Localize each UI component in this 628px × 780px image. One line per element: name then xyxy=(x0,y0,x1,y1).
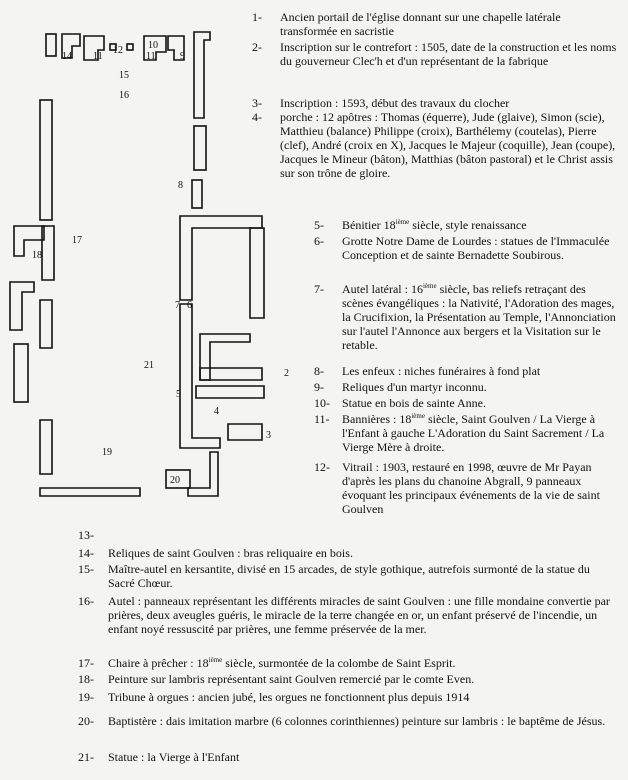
floor-plan-drawing xyxy=(0,0,300,520)
plan-block xyxy=(127,44,133,50)
plan-label: 10 xyxy=(148,40,158,51)
plan-label: 19 xyxy=(102,447,112,458)
plan-label: 12 xyxy=(113,45,123,56)
plan-label: 11 xyxy=(93,51,103,62)
plan-wall xyxy=(194,32,210,118)
plan-label: 15 xyxy=(119,70,129,81)
plan-wall xyxy=(200,334,250,380)
plan-wall xyxy=(192,180,202,208)
plan-wall xyxy=(40,300,52,348)
plan-label: 17 xyxy=(72,235,82,246)
plan-label: 6 xyxy=(187,300,192,311)
plan-label: 8 xyxy=(178,180,183,191)
plan-wall xyxy=(46,34,56,56)
plan-wall xyxy=(10,282,34,330)
plan-wall xyxy=(250,228,264,318)
plan-label: 11 xyxy=(146,51,156,62)
plan-label: 18 xyxy=(32,250,42,261)
church-floor-plan xyxy=(0,0,300,520)
plan-wall xyxy=(40,100,52,220)
plan-label: 5 xyxy=(176,389,181,400)
plan-label: 21 xyxy=(144,360,154,371)
plan-label: 14 xyxy=(62,51,72,62)
plan-wall xyxy=(40,488,140,496)
plan-label: 7 xyxy=(175,300,180,311)
plan-wall xyxy=(14,344,28,402)
plan-wall xyxy=(196,386,264,398)
plan-label: 4 xyxy=(214,406,219,417)
plan-label: 16 xyxy=(119,90,129,101)
plan-wall xyxy=(188,452,218,496)
plan-label: 3 xyxy=(266,430,271,441)
plan-wall xyxy=(40,420,52,474)
plan-wall xyxy=(194,126,206,170)
plan-porch xyxy=(228,424,262,440)
plan-label: 20 xyxy=(170,475,180,486)
plan-label: 2 xyxy=(284,368,289,379)
plan-label: 9 xyxy=(180,51,185,62)
